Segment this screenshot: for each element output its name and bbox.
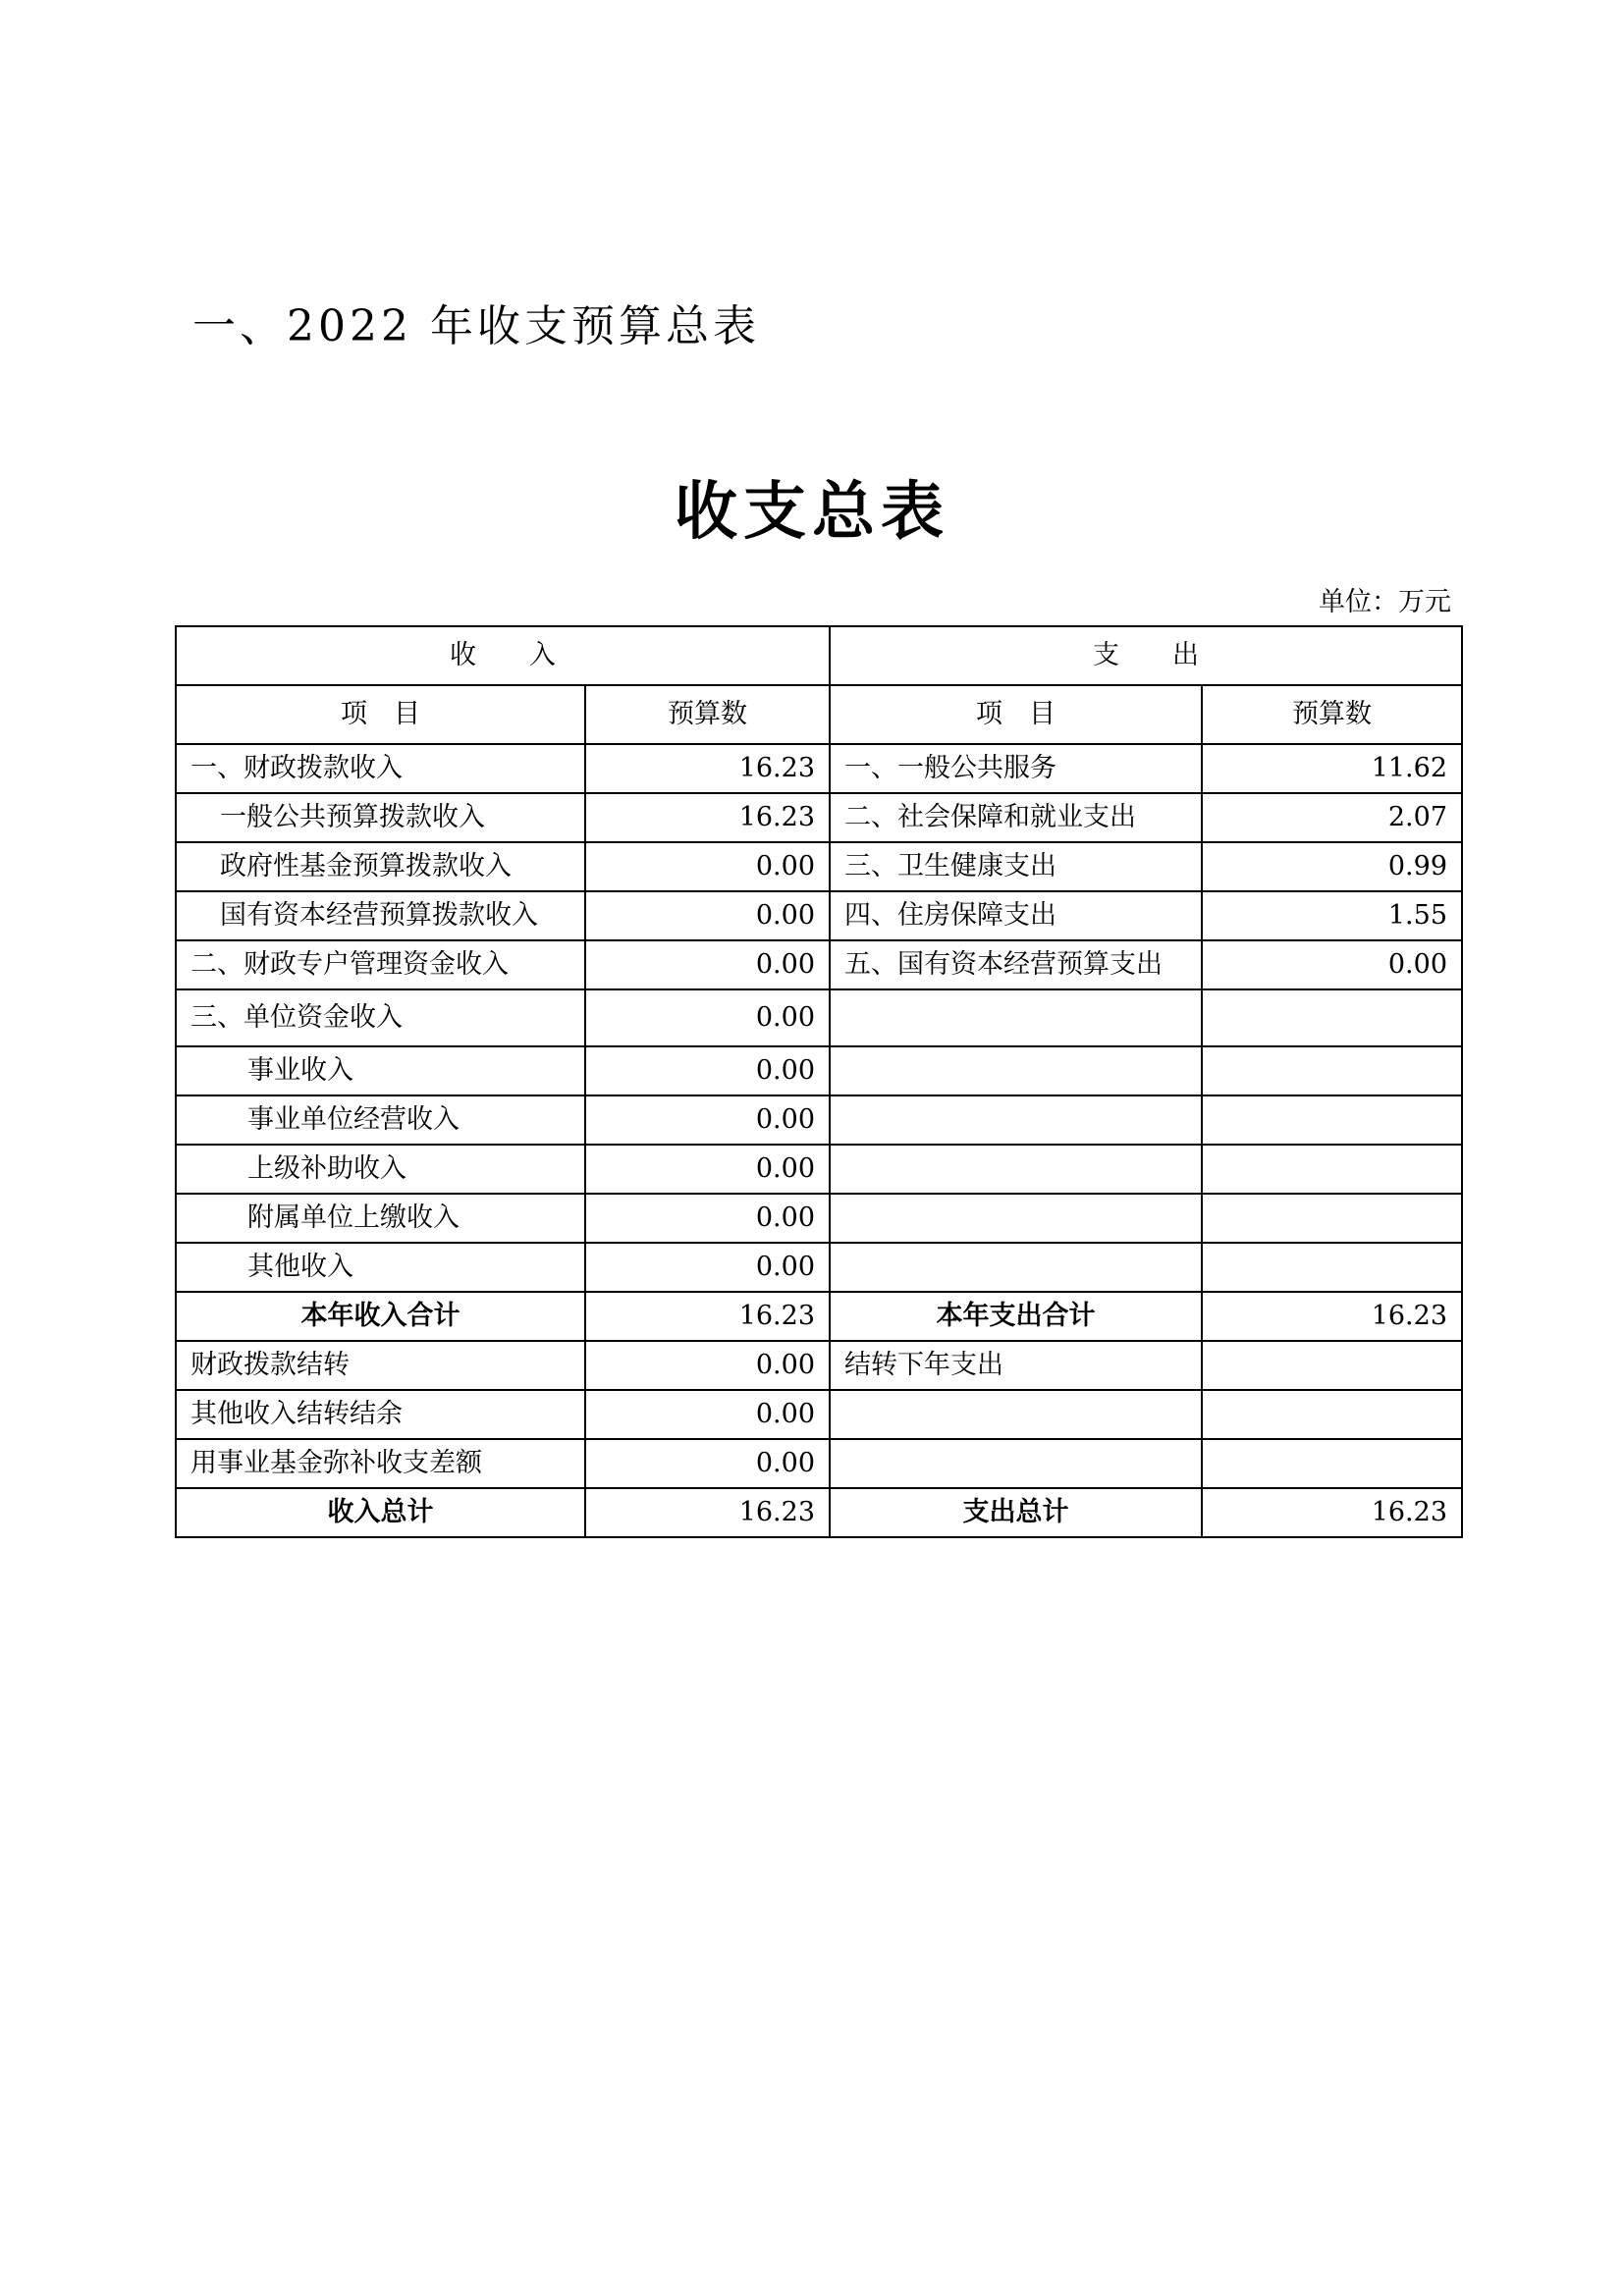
table-row — [176, 891, 1462, 940]
unit-label: 单位：万元 — [1319, 587, 1451, 617]
income-amount: 0.00 — [585, 989, 830, 1046]
section-heading: 一、2022 年收支预算总表 — [192, 301, 760, 351]
income-item: 一、财政拨款收入 — [176, 744, 585, 793]
expense-amount — [1202, 1439, 1462, 1488]
income-amount: 0.00 — [585, 1095, 830, 1145]
expense-item: 二、社会保障和就业支出 — [830, 793, 1202, 842]
expense-amount — [1202, 1243, 1462, 1292]
income-amount: 0.00 — [585, 940, 830, 989]
expense-amount — [1202, 1046, 1462, 1095]
expense-item: 三、卫生健康支出 — [830, 842, 1202, 891]
table-row — [176, 1145, 1462, 1194]
expense-amount: 1.55 — [1202, 891, 1462, 940]
income-amount: 0.00 — [585, 1243, 830, 1292]
expense-item: 五、国有资本经营预算支出 — [830, 940, 1202, 989]
income-amount-header: 预算数 — [585, 685, 830, 744]
income-total-amount: 16.23 — [585, 1488, 830, 1537]
expense-item — [830, 1243, 1202, 1292]
income-item: 其他收入 — [176, 1243, 585, 1292]
table-row — [176, 1390, 1462, 1439]
grand-total-row — [176, 1488, 1462, 1537]
expense-item-header: 项 目 — [830, 685, 1202, 744]
table-row — [176, 940, 1462, 989]
income-subtotal-label: 本年收入合计 — [176, 1292, 585, 1341]
income-amount: 0.00 — [585, 1046, 830, 1095]
expense-amount: 2.07 — [1202, 793, 1462, 842]
table-row — [176, 1046, 1462, 1095]
income-item: 事业单位经营收入 — [176, 1095, 585, 1145]
income-item: 政府性基金预算拨款收入 — [176, 842, 585, 891]
income-amount: 0.00 — [585, 1145, 830, 1194]
income-amount: 0.00 — [585, 842, 830, 891]
income-amount: 0.00 — [585, 1439, 830, 1488]
income-item: 附属单位上缴收入 — [176, 1194, 585, 1243]
table-row — [176, 1439, 1462, 1488]
expense-item — [830, 1194, 1202, 1243]
expense-total-label: 支出总计 — [830, 1488, 1202, 1537]
expense-amount — [1202, 1095, 1462, 1145]
table-row — [176, 1194, 1462, 1243]
income-item: 上级补助收入 — [176, 1145, 585, 1194]
expense-group-header: 支 出 — [830, 626, 1462, 685]
expense-item — [830, 1095, 1202, 1145]
expense-amount — [1202, 1341, 1462, 1390]
table-row — [176, 793, 1462, 842]
income-item: 其他收入结转结余 — [176, 1390, 585, 1439]
table-row — [176, 1341, 1462, 1390]
expense-total-amount: 16.23 — [1202, 1488, 1462, 1537]
income-total-label: 收入总计 — [176, 1488, 585, 1537]
income-amount: 16.23 — [585, 744, 830, 793]
expense-subtotal-label: 本年支出合计 — [830, 1292, 1202, 1341]
expense-item — [830, 1046, 1202, 1095]
income-amount: 0.00 — [585, 891, 830, 940]
expense-item — [830, 1439, 1202, 1488]
expense-item: 一、一般公共服务 — [830, 744, 1202, 793]
income-item: 二、财政专户管理资金收入 — [176, 940, 585, 989]
income-item: 一般公共预算拨款收入 — [176, 793, 585, 842]
table-row — [176, 842, 1462, 891]
expense-amount: 0.00 — [1202, 940, 1462, 989]
table-row — [176, 1243, 1462, 1292]
income-amount: 16.23 — [585, 793, 830, 842]
expense-item: 四、住房保障支出 — [830, 891, 1202, 940]
table-row — [176, 989, 1462, 1046]
expense-amount — [1202, 989, 1462, 1046]
expense-item — [830, 989, 1202, 1046]
expense-amount — [1202, 1390, 1462, 1439]
expense-amount: 11.62 — [1202, 744, 1462, 793]
income-item: 财政拨款结转 — [176, 1341, 585, 1390]
income-item-header: 项 目 — [176, 685, 585, 744]
income-amount: 0.00 — [585, 1194, 830, 1243]
group-header-row — [176, 626, 1462, 685]
expense-item — [830, 1390, 1202, 1439]
expense-amount — [1202, 1194, 1462, 1243]
income-subtotal-amount: 16.23 — [585, 1292, 830, 1341]
expense-amount: 0.99 — [1202, 842, 1462, 891]
income-group-header: 收 入 — [176, 626, 830, 685]
income-item: 用事业基金弥补收支差额 — [176, 1439, 585, 1488]
table-row — [176, 1095, 1462, 1145]
income-item: 三、单位资金收入 — [176, 989, 585, 1046]
income-amount: 0.00 — [585, 1341, 830, 1390]
expense-subtotal-amount: 16.23 — [1202, 1292, 1462, 1341]
table-title: 收支总表 — [675, 476, 949, 549]
expense-amount — [1202, 1145, 1462, 1194]
budget-summary-table — [175, 625, 1463, 1538]
expense-item: 结转下年支出 — [830, 1341, 1202, 1390]
expense-amount-header: 预算数 — [1202, 685, 1462, 744]
subtotal-row — [176, 1292, 1462, 1341]
column-header-row — [176, 685, 1462, 744]
income-item: 国有资本经营预算拨款收入 — [176, 891, 585, 940]
income-item: 事业收入 — [176, 1046, 585, 1095]
income-amount: 0.00 — [585, 1390, 830, 1439]
table-row — [176, 744, 1462, 793]
expense-item — [830, 1145, 1202, 1194]
